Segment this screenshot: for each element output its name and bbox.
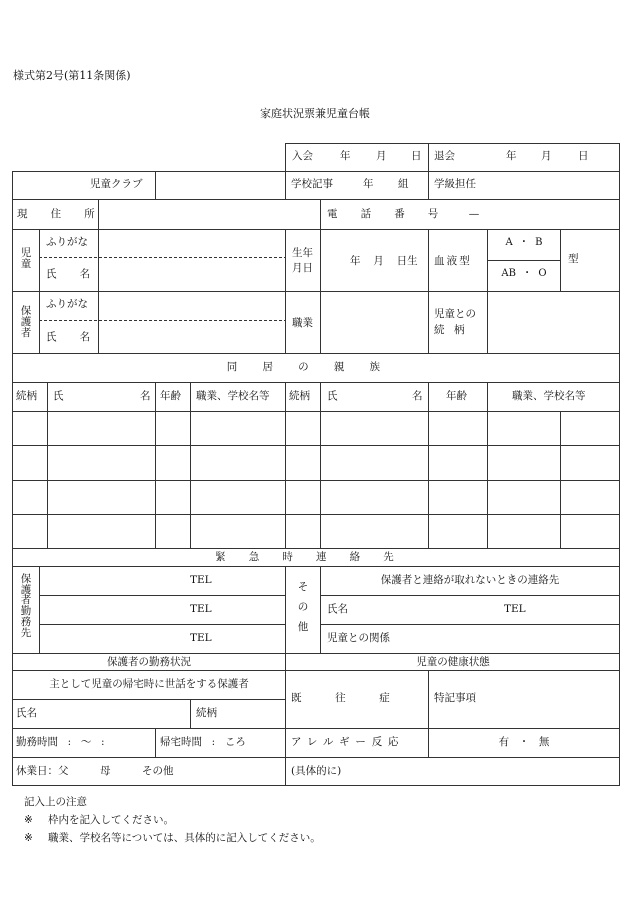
taikai-month: 月	[541, 150, 552, 162]
relation-label-1: 児童との	[434, 308, 476, 320]
guardian-job-label: 職業	[292, 317, 313, 329]
allergy-specific: (具体的に)	[291, 765, 342, 777]
nyukai-day: 日	[411, 150, 422, 162]
family-heading: 同居の親族	[226, 361, 406, 373]
workplace-tel-1: TEL	[190, 574, 212, 586]
child-name-label: 氏名	[46, 268, 114, 280]
birth-label-1: 生年	[292, 247, 313, 259]
instructions-heading: 記入上の注意	[24, 796, 87, 808]
relation-label-2: 続柄	[434, 324, 474, 336]
blood-a-b: A ・ B	[505, 237, 543, 248]
family-col-relation-1: 続柄	[16, 390, 37, 402]
caregiver-label: 主として児童の帰宅時に世話をする保護者	[49, 678, 249, 690]
other-relation-label: 児童との関係	[327, 632, 390, 644]
instructions-mark-1: ※	[24, 814, 33, 826]
taikai-label: 退会	[434, 150, 455, 162]
workplace-tel-3: TEL	[190, 632, 212, 644]
taikai-day: 日	[578, 150, 589, 162]
work-heading: 保護者の勤務状況	[107, 656, 191, 668]
homeroom-teacher-label: 学級担任	[434, 178, 476, 190]
family-col-name-b-1: 名	[140, 390, 151, 402]
other-label: その他	[297, 581, 309, 633]
taikai-year: 年	[506, 150, 517, 162]
past-illness-label: 既往症	[291, 692, 424, 704]
allergy-label: アレルギー反応	[291, 736, 405, 748]
school-year: 年	[363, 178, 374, 190]
family-col-name-b-2: 名	[412, 390, 423, 402]
health-heading: 児童の健康状態	[416, 656, 490, 668]
school-record-label: 学校記事	[291, 178, 333, 190]
other-header: 保護者と連絡が取れないときの連絡先	[380, 574, 560, 586]
instructions-mark-2: ※	[24, 832, 33, 844]
guardian-label: 保護者	[20, 305, 32, 340]
instructions-item-1: 枠内を記入してください。	[48, 814, 174, 826]
family-col-job-1: 職業、学校名等	[196, 390, 270, 402]
caregiver-name-label: 氏名	[16, 707, 37, 719]
family-col-age-2: 年齢	[446, 390, 467, 402]
return-time: 帰宅時間 : ころ	[160, 736, 246, 748]
holidays: 休業日：父 母 その他	[16, 765, 174, 777]
other-shimei-label: 氏名	[327, 603, 348, 615]
address-label: 現住所	[17, 208, 118, 220]
club-label: 児童クラブ	[90, 178, 143, 190]
family-col-age-1: 年齢	[160, 390, 181, 402]
form-number: 様式第2号(第11条関係)	[13, 69, 131, 82]
work-hours: 勤務時間 : 〜 :	[16, 736, 105, 748]
family-col-name-a-2: 氏	[327, 390, 338, 402]
notes-label: 特記事項	[434, 692, 476, 704]
other-tel: TEL	[504, 603, 526, 615]
workplace-tel-2: TEL	[190, 603, 212, 615]
allergy-yes-no: 有 ・ 無	[498, 736, 550, 748]
family-col-job-2: 職業、学校名等	[512, 390, 586, 402]
form-title: 家庭状況票兼児童台帳	[260, 107, 370, 120]
nyukai-month: 月	[376, 150, 387, 162]
nyukai-year: 年	[340, 150, 351, 162]
nyukai-label: 入会	[292, 150, 313, 162]
family-col-name-a-1: 氏	[53, 390, 64, 402]
caregiver-relation-label: 続柄	[196, 707, 217, 719]
child-furigana-label: ふりがな	[46, 236, 88, 248]
guardian-furigana-label: ふりがな	[46, 298, 88, 310]
blood-kata: 型	[568, 253, 579, 265]
workplace-label: 保護者勤務先	[20, 573, 32, 639]
blood-type-label: 血液型	[434, 255, 472, 267]
emergency-heading: 緊急時連絡先	[215, 551, 417, 563]
instructions-item-2: 職業、学校名等については、具体的に記入してください。	[48, 832, 321, 844]
phone-dash: —	[468, 208, 480, 220]
blood-ab-o: AB ・ O	[501, 268, 547, 279]
phone-label: 電話番号	[327, 208, 462, 220]
child-label: 児童	[20, 247, 32, 271]
guardian-name-label: 氏名	[46, 331, 114, 343]
school-class: 組	[398, 178, 409, 190]
family-col-relation-2: 続柄	[289, 390, 310, 402]
birth-label-2: 月日	[292, 262, 313, 274]
birth-date: 年 月 日生	[350, 255, 418, 267]
